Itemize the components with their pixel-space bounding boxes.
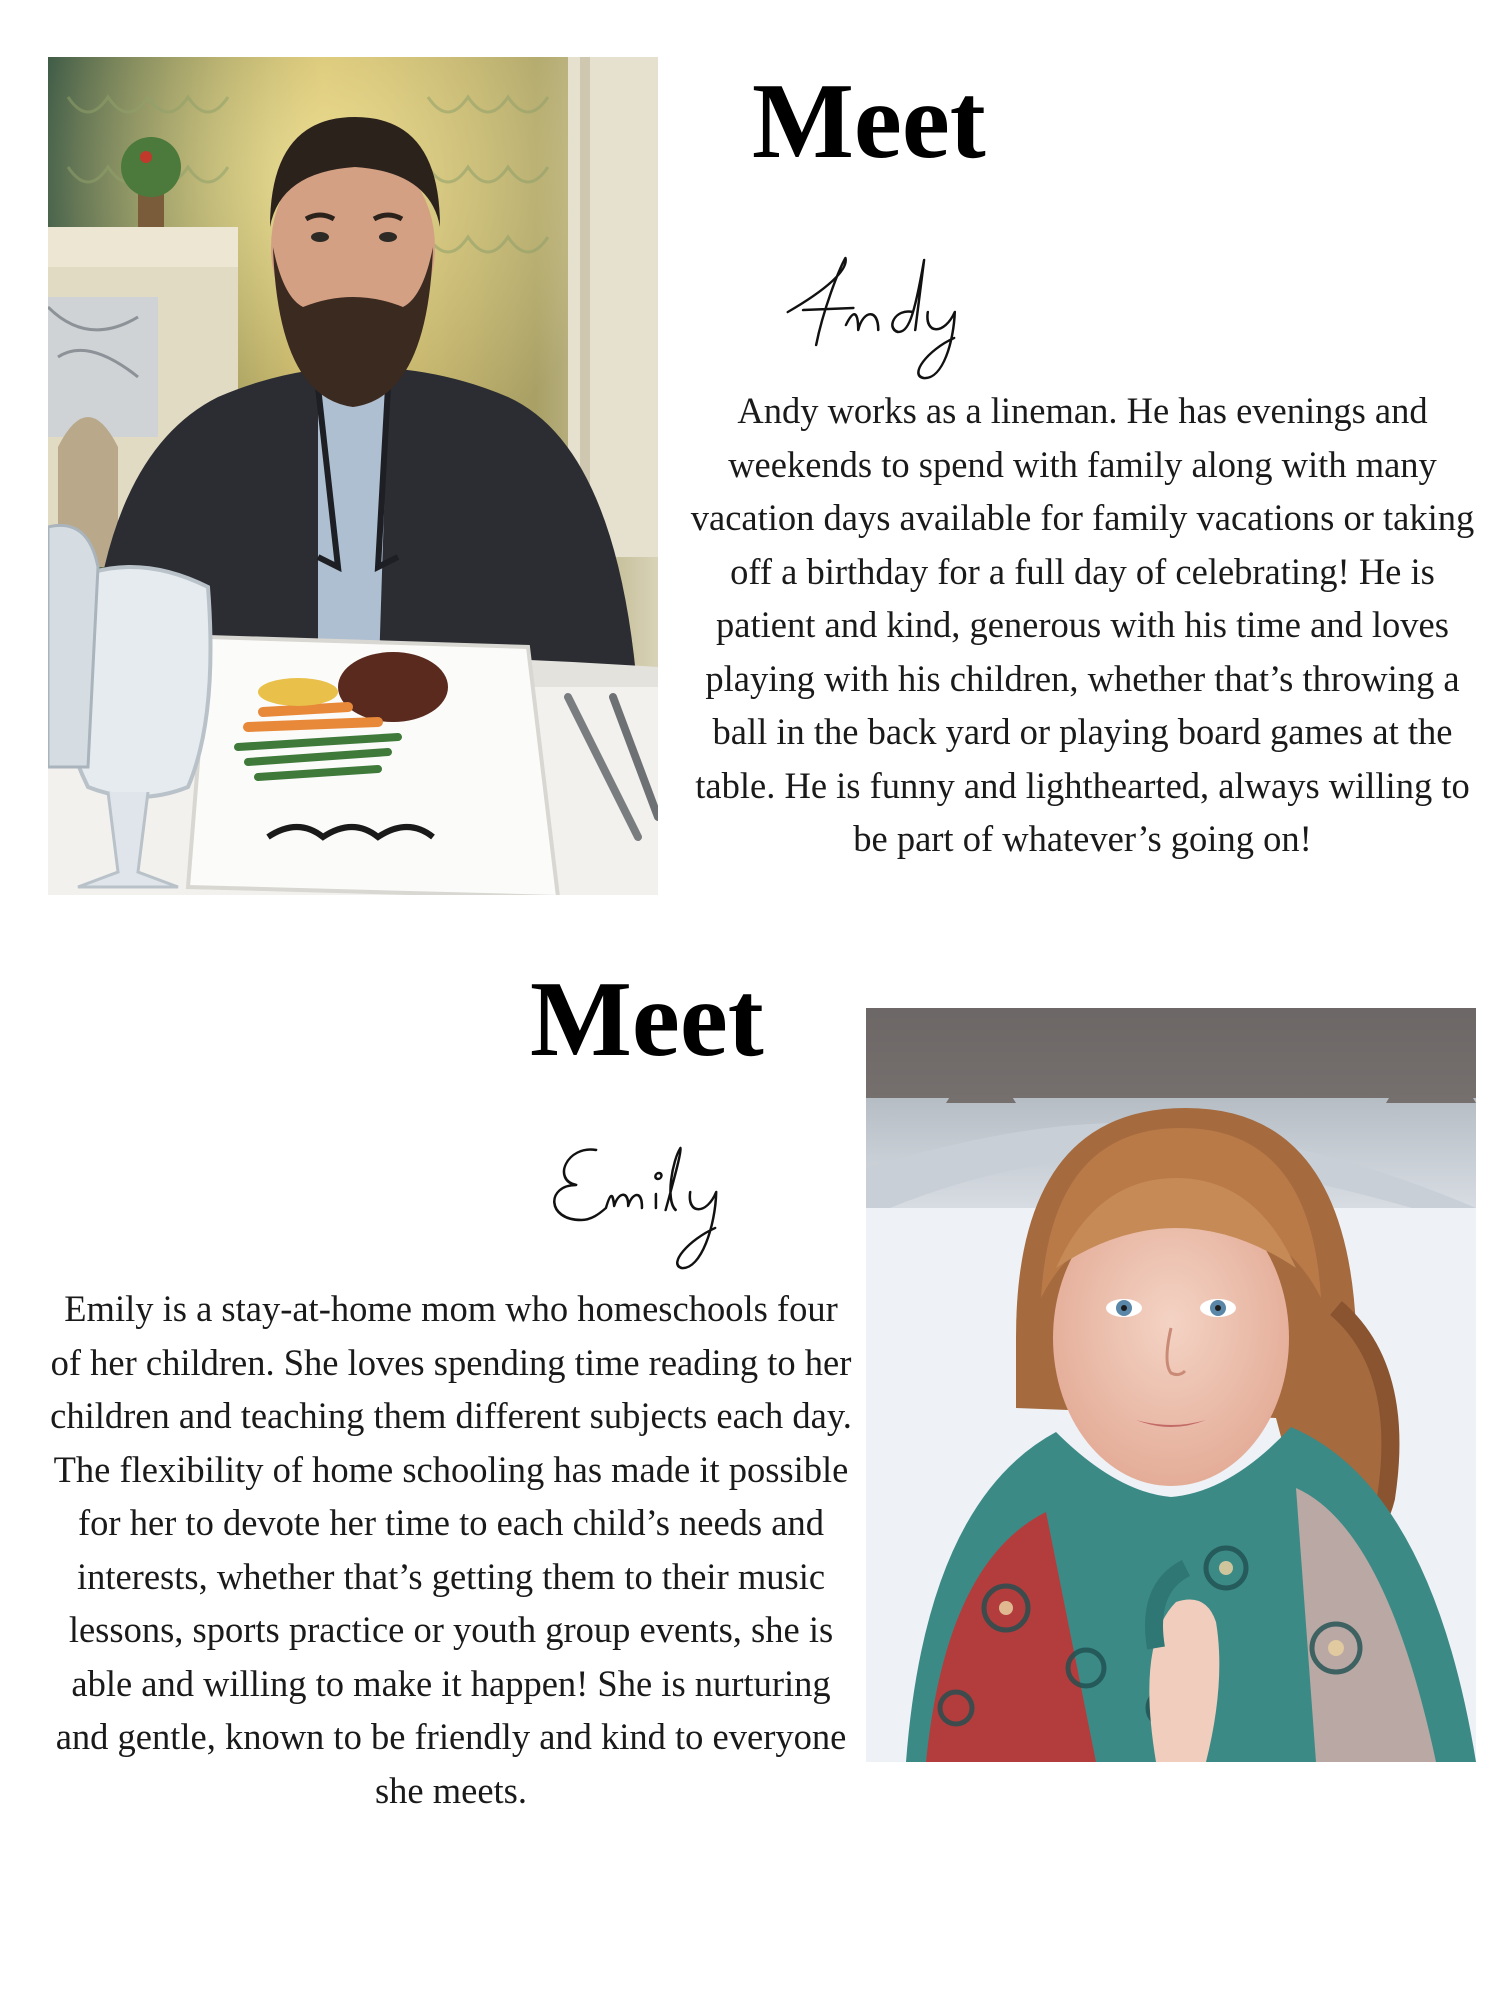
emily-meet-heading: Meet [530, 960, 764, 1079]
andy-signature-svg [773, 250, 1002, 385]
andy-bio: Andy works as a lineman. He has evenings and weekends to spend with family along with many vacation days available for family vacations or taking off a birthday for a full day of celebrating! He is patient and kind, generous with his time and loves playing with his children, whether that’s throwing a ball in the back yard or playing board games at the table. He is funny and lighthearted, always willing to be part of whatever’s going on! [690, 390, 1475, 859]
emily-photo-image [866, 1008, 1476, 1762]
andy-meet-heading: Meet [752, 62, 986, 181]
andy-photo-image [48, 57, 658, 895]
emily-photo [866, 1008, 1476, 1762]
andy-photo [48, 57, 658, 895]
emily-signature-svg [539, 1140, 788, 1275]
emily-bio: Emily is a stay-at-home mom who homeschools four of her children. She loves spending time reading to her children and teaching them different subjects each day. The flexibility of home schooling has made it possible for her to devote her time to each child’s needs and interests, whether that’s getting them to their music lessons, sports practice or youth group events, she is able and willing to make it happen! She is nurturing and gentle, known to be friendly and kind to everyone she meets. [50, 1288, 852, 1811]
andy-name-signature [773, 250, 1002, 385]
emily-name-signature [539, 1140, 788, 1275]
